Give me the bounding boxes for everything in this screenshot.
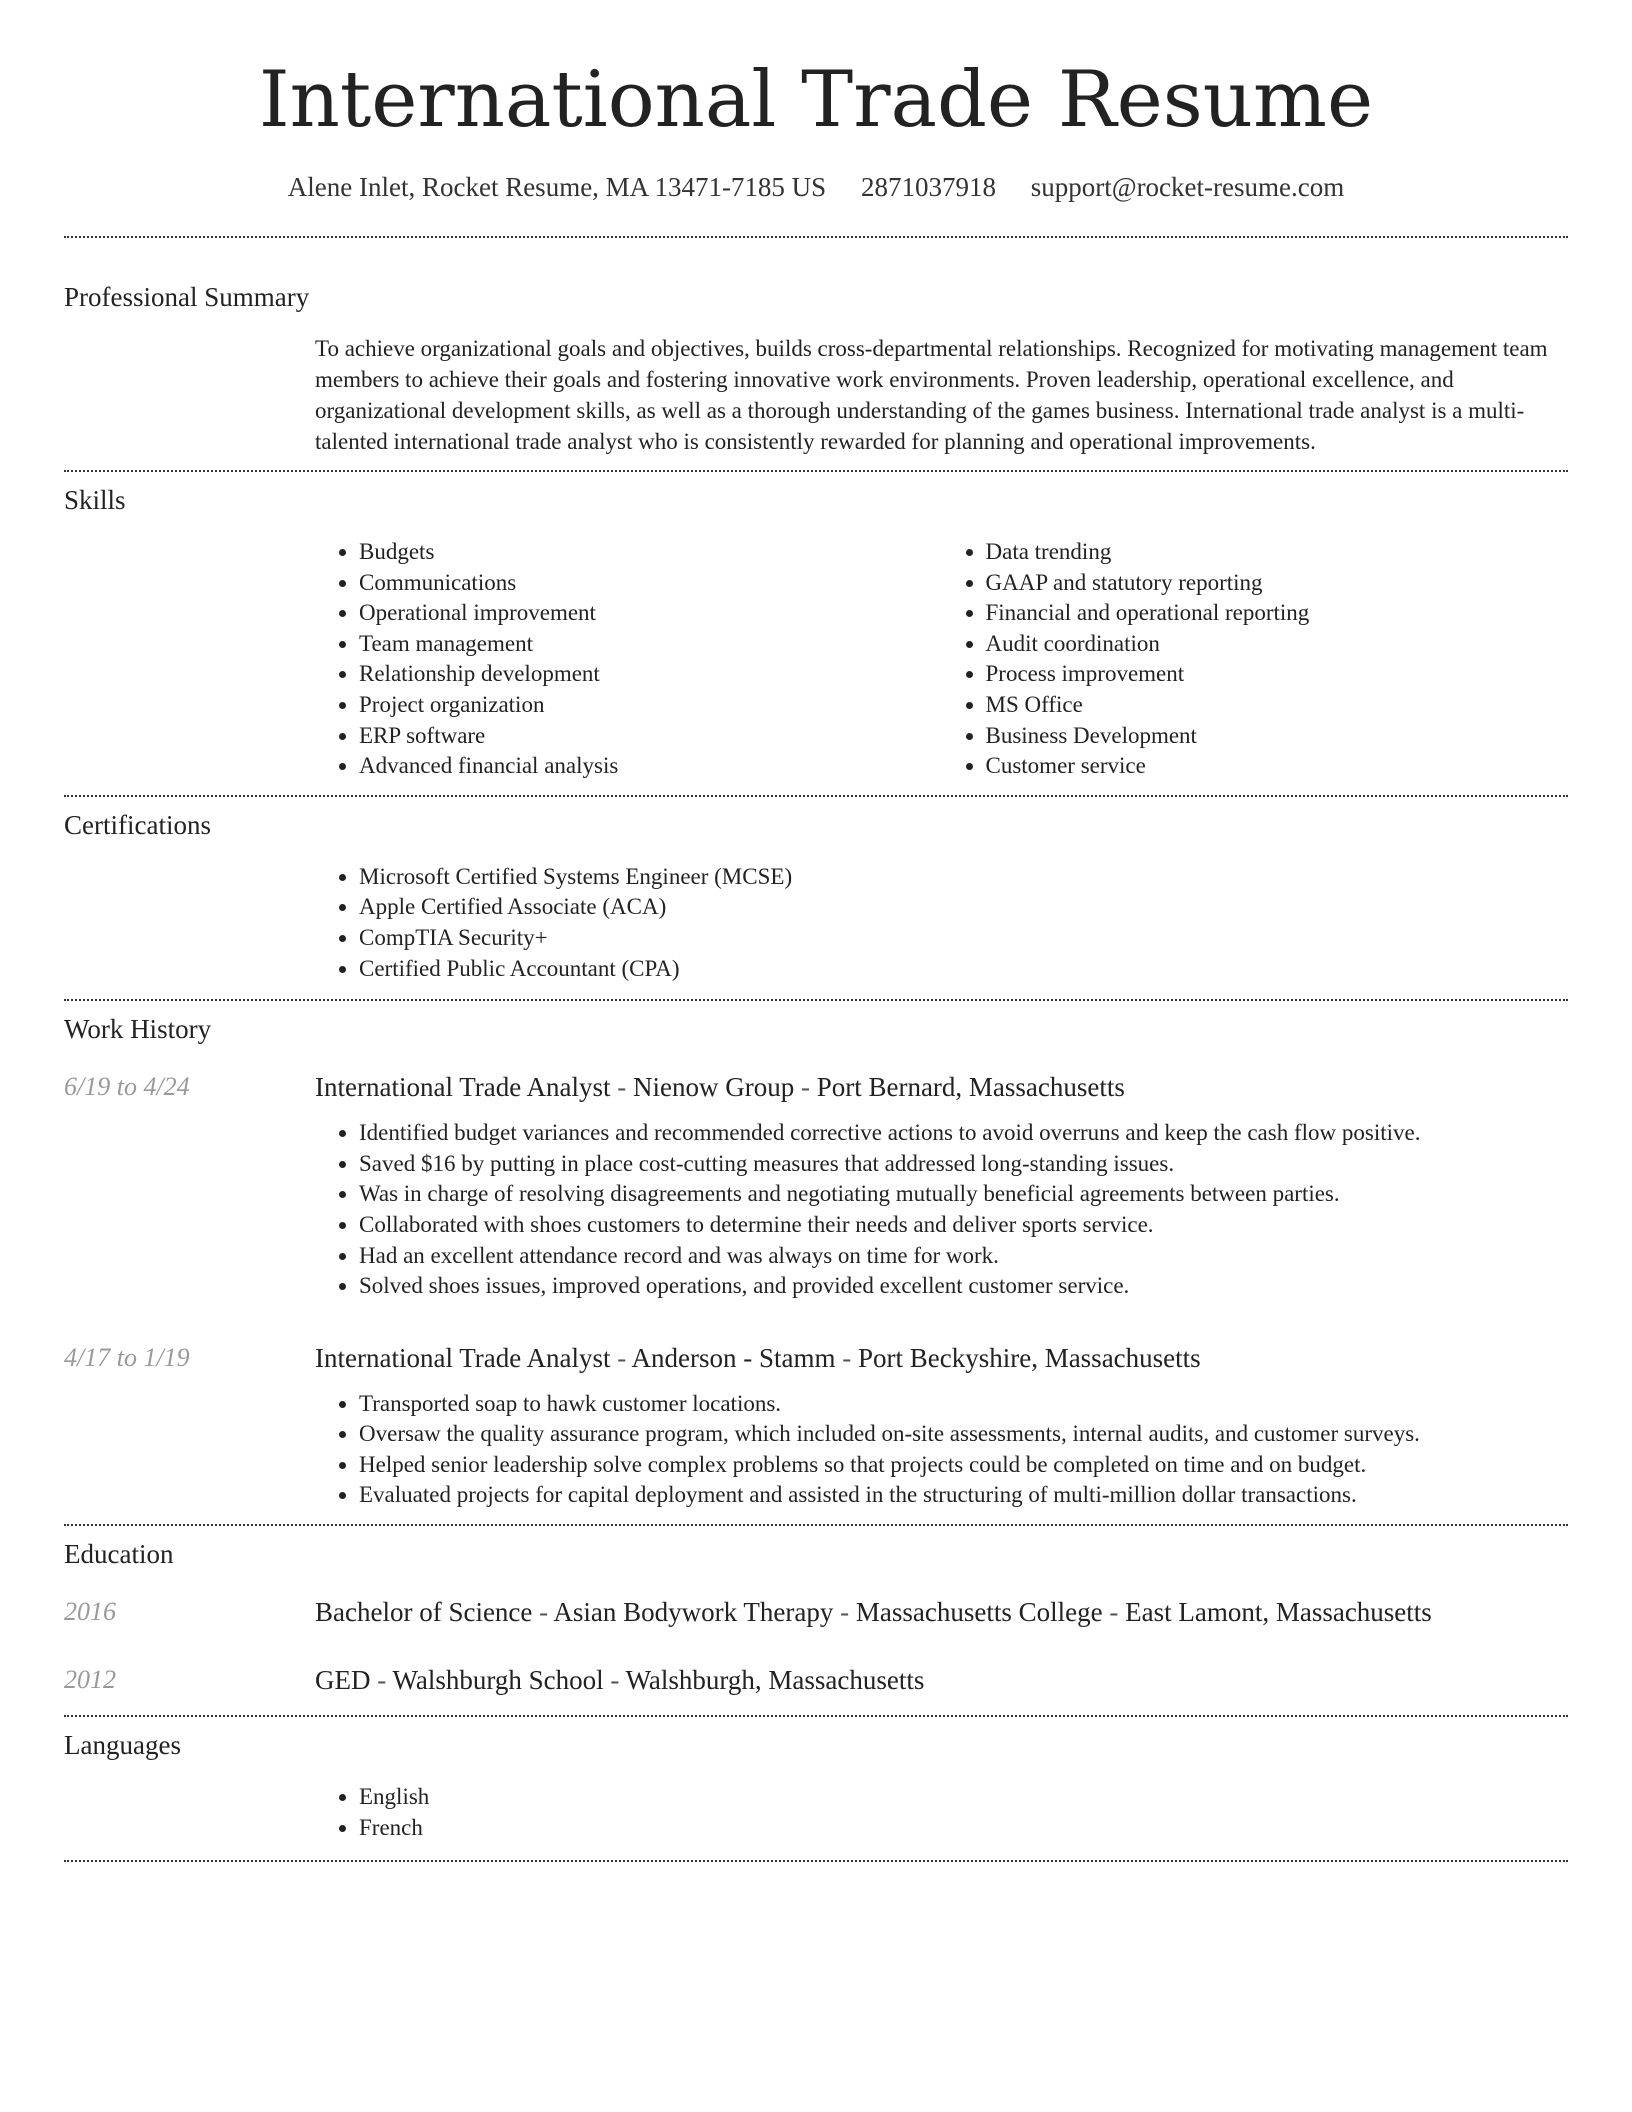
separator: -: [794, 1072, 817, 1103]
job-company: Nienow Group: [632, 1072, 795, 1103]
field-of-study: Asian Bodywork Therapy: [553, 1597, 834, 1628]
certifications-heading: Certifications: [64, 809, 211, 840]
skill-item: • MS Office: [986, 690, 1569, 721]
work-dates: 4/17 to 1/19: [64, 1342, 190, 1372]
skills-list-right: [942, 537, 1569, 782]
summary-heading: Professional Summary: [64, 282, 310, 312]
skill-item: • Financial and operational reporting: [986, 598, 1569, 629]
job-bullet: • Helped senior leadership solve complex problems so that projects could be completed on time and on budget.: [359, 1450, 1568, 1481]
job-bullet: • Was in charge of resolving disagreements and negotiating mutually beneficial agreements between parties.: [359, 1179, 1568, 1210]
skill-item: • Team management: [359, 629, 942, 660]
skill-item: • Advanced financial analysis: [359, 751, 942, 782]
job-location: Port Beckyshire, Massachusetts: [857, 1342, 1201, 1373]
job-role: International Trade Analyst: [315, 1342, 611, 1373]
skill-item: • Process improvement: [986, 659, 1569, 690]
job-bullet: • Solved shoes issues, improved operations, and provided excellent customer service.: [359, 1271, 1568, 1302]
job-bullet: • Oversaw the quality assurance program, which included on-site assessments, internal audits, and customer surveys.: [359, 1419, 1568, 1450]
contact-line: [64, 170, 1568, 204]
certification-item: • Microsoft Certified Systems Engineer (MCSE): [359, 862, 1568, 893]
degree: Bachelor of Science: [315, 1597, 533, 1628]
job-bullet: • Evaluated projects for capital deployment and assisted in the structuring of multi-million dollar transactions.: [359, 1480, 1568, 1511]
separator: -: [610, 1342, 632, 1373]
skill-item: • Customer service: [986, 751, 1569, 782]
skill-item: • Budgets: [359, 537, 942, 568]
job-location: Port Bernard, Massachusetts: [816, 1072, 1125, 1103]
certification-item: • Certified Public Accountant (CPA): [359, 954, 1568, 985]
resume-title: International Trade Resume: [258, 55, 1374, 145]
summary-text: To achieve organizational goals and objectives, builds cross-departmental relationships. Recognized for motivating management team members to achieve their goals and fostering innovative work environments. Proven leadership, operational excellence, and organizational development skills, as well as a thorough understanding of the games business. International trade analyst is a multi-talented international trade analyst who is consistently rewarded for planning and operational improvements.: [315, 336, 1548, 454]
skills-list-left: [315, 537, 942, 782]
skill-item: • Operational improvement: [359, 598, 942, 629]
school-location: Walshburgh, Massachusetts: [625, 1665, 925, 1696]
skill-item: • Relationship development: [359, 659, 942, 690]
separator: -: [370, 1665, 393, 1696]
certification-item: • Apple Certified Associate (ACA): [359, 892, 1568, 923]
work-history-section: [64, 1001, 1568, 1511]
education-section: [64, 1526, 1568, 1697]
school: Massachusetts College: [855, 1597, 1103, 1628]
skills-section: [64, 472, 1568, 782]
language-item: • French: [359, 1813, 1568, 1844]
skill-item: • Project organization: [359, 690, 942, 721]
contact-address: Alene Inlet, Rocket Resume, MA 13471-7185 US: [287, 172, 827, 202]
section-divider: [64, 1860, 1568, 1862]
job-role: International Trade Analyst: [315, 1072, 611, 1103]
job-bullet: • Collaborated with shoes customers to determine their needs and deliver sports service.: [359, 1210, 1568, 1241]
education-year: 2016: [64, 1597, 116, 1627]
job-bullets: [315, 1389, 1568, 1511]
work-history-heading: Work History: [64, 1014, 212, 1045]
work-entry: [64, 1341, 1568, 1511]
certifications-list: [315, 862, 1568, 984]
summary-section: [64, 238, 1568, 457]
education-heading: Education: [64, 1539, 174, 1570]
work-entry: [64, 1070, 1568, 1302]
work-dates: 6/19 to 4/24: [64, 1072, 190, 1102]
separator: -: [1102, 1597, 1126, 1628]
education-heading-line: [315, 1595, 1568, 1629]
separator: -: [532, 1597, 554, 1628]
school-location: East Lamont, Massachusetts: [1125, 1597, 1432, 1628]
skills-heading: Skills: [64, 485, 126, 515]
education-heading-line: [315, 1663, 1568, 1697]
degree: GED: [315, 1665, 371, 1696]
skill-item: • GAAP and statutory reporting: [986, 568, 1569, 599]
separator: -: [835, 1342, 858, 1373]
education-entry: [64, 1595, 1568, 1629]
skill-item: • ERP software: [359, 721, 942, 752]
language-item: • English: [359, 1782, 1568, 1813]
certification-item: • CompTIA Security+: [359, 923, 1568, 954]
languages-heading: Languages: [64, 1730, 181, 1761]
languages-list: [315, 1782, 1568, 1843]
skill-item: • Business Development: [986, 721, 1569, 752]
school: Walshburgh School: [392, 1665, 604, 1696]
certifications-section: [64, 797, 1568, 984]
skill-item: • Audit coordination: [986, 629, 1569, 660]
separator: -: [833, 1597, 856, 1628]
skill-item: • Data trending: [986, 537, 1569, 568]
languages-section: [64, 1717, 1568, 1843]
resume-header: [64, 52, 1568, 204]
job-bullet: • Identified budget variances and recommended corrective actions to avoid overruns and keep the cash flow positive.: [359, 1118, 1568, 1149]
contact-email: support@rocket-resume.com: [1030, 172, 1345, 202]
contact-phone: 2871037918: [860, 172, 996, 202]
work-heading: [315, 1341, 1568, 1375]
education-entry: [64, 1663, 1568, 1697]
skill-item: • Communications: [359, 568, 942, 599]
separator: -: [603, 1665, 626, 1696]
job-bullet: • Saved $16 by putting in place cost-cutting measures that addressed long-standing issues.: [359, 1149, 1568, 1180]
job-bullets: [315, 1118, 1568, 1302]
education-year: 2012: [64, 1665, 116, 1695]
job-bullet: • Had an excellent attendance record and was always on time for work.: [359, 1241, 1568, 1272]
resume-page: [64, 0, 1568, 1862]
job-company: Anderson - Stamm: [631, 1342, 836, 1373]
separator: -: [610, 1072, 633, 1103]
work-heading: [315, 1070, 1568, 1104]
job-bullet: • Transported soap to hawk customer locations.: [359, 1389, 1568, 1420]
